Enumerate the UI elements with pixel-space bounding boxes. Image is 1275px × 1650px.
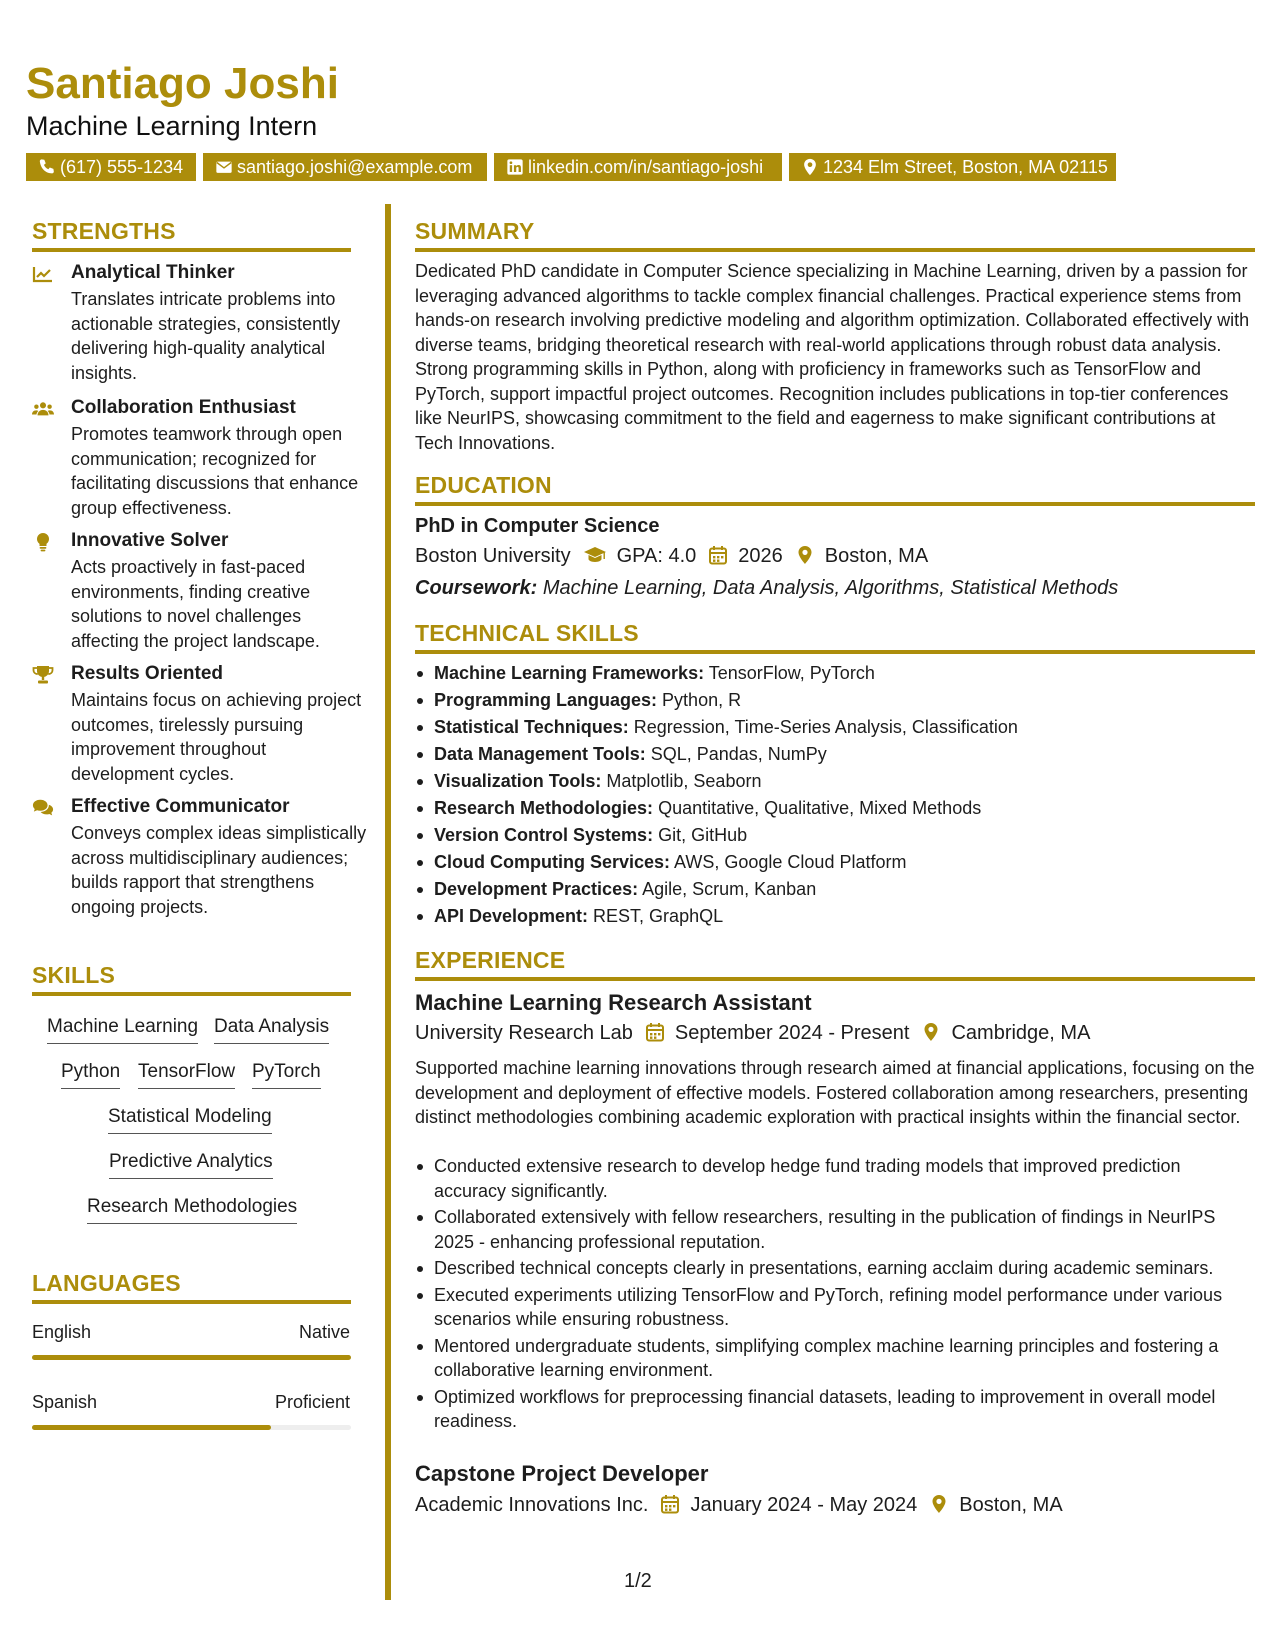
calendar-icon [708, 545, 728, 565]
technical-skill-label: Visualization Tools: [434, 771, 602, 791]
technical-skill-value: Matplotlib, Seaborn [606, 771, 762, 791]
language-bar-fill [32, 1425, 271, 1430]
skill-tag: Python [61, 1061, 120, 1089]
strength-description: Conveys complex ideas simplistically across multidisciplinary audiences; builds rapport that strengthens ongoing projects. [71, 823, 367, 917]
linkedin-icon [506, 158, 524, 176]
strength-title: Effective Communicator [71, 796, 290, 817]
contact-linkedin-text: linkedin.com/in/santiago-joshi [528, 157, 764, 177]
strength-description: Translates intricate problems into actionable strategies, consistently delivering high-quality analytical insights. [71, 289, 341, 383]
contact-email[interactable] [203, 153, 487, 181]
skill-tag: Research Methodologies [87, 1196, 297, 1224]
strength-title: Results Oriented [71, 663, 224, 684]
language-name: English [32, 1322, 92, 1342]
map-pin-icon [795, 545, 815, 565]
technical-skill-value: Git, GitHub [658, 825, 748, 845]
job-company: University Research Lab [415, 1022, 633, 1044]
technical-skill-value: Quantitative, Qualitative, Mixed Methods [658, 798, 982, 818]
comments-icon [32, 798, 54, 818]
contact-email-text: santiago.joshi@example.com [237, 157, 473, 177]
skill-tag: PyTorch [252, 1061, 321, 1089]
contact-address-text: 1234 Elm Street, Boston, MA 02115 [823, 157, 1108, 177]
strength-description: Acts proactively in fast-paced environments, finding creative solutions to novel challenges affecting the project landscape. [71, 557, 320, 651]
skills-heading: SKILLS [32, 962, 115, 988]
contact-phone[interactable] [26, 153, 196, 181]
strength-title: Collaboration Enthusiast [71, 397, 296, 418]
technical-skill-label: Development Practices: [434, 879, 639, 899]
strengths-heading: STRENGTHS [32, 218, 176, 244]
technical-skills-heading: TECHNICAL SKILLS [415, 620, 639, 646]
job-bullet: Collaborated extensively with fellow researchers, resulting in the publication of findings in NeurIPS 2025 - enhancing professional reputation. [415, 1205, 1255, 1254]
technical-skills-list [415, 661, 1255, 931]
education-rule [415, 502, 1255, 506]
language-bar-fill [32, 1355, 351, 1360]
language-name: Spanish [32, 1392, 98, 1412]
calendar-icon [660, 1494, 680, 1514]
job-bullets [415, 1154, 1255, 1436]
technical-skills-rule [415, 650, 1255, 654]
skill-tag: Statistical Modeling [108, 1106, 272, 1134]
technical-skill-label: Research Methodologies: [434, 798, 654, 818]
technical-skill-item [415, 715, 1255, 742]
job-bullet: Executed experiments utilizing TensorFlow and PyTorch, refining model performance under various scenarios while ensuring robustness. [415, 1283, 1255, 1332]
technical-skill-item [415, 769, 1255, 796]
technical-skill-value: REST, GraphQL [593, 906, 724, 926]
degree-title: PhD in Computer Science [415, 515, 660, 537]
education-heading: EDUCATION [415, 472, 552, 498]
technical-skill-value: Python, R [662, 690, 742, 710]
job-location: Cambridge, MA [951, 1022, 1091, 1044]
strength-description: Maintains focus on achieving project outcomes, tirelessly pursuing improvement throughout development cycles. [71, 690, 362, 784]
coursework-list: Machine Learning, Data Analysis, Algorithms, Statistical Methods [542, 577, 1119, 599]
gpa: GPA: 4.0 [616, 545, 697, 567]
technical-skill-item [415, 742, 1255, 769]
map-pin-icon [921, 1022, 941, 1042]
column-divider [385, 204, 391, 1600]
job-title: Capstone Project Developer [415, 1461, 709, 1486]
users-icon [32, 399, 54, 419]
skills-rule [32, 992, 351, 996]
technical-skill-value: Agile, Scrum, Kanban [642, 879, 817, 899]
technical-skill-label: Version Control Systems: [434, 825, 654, 845]
technical-skill-value: TensorFlow, PyTorch [708, 663, 875, 683]
job-bullet: Optimized workflows for preprocessing financial datasets, leading to improvement in overall model readiness. [415, 1385, 1255, 1434]
strengths-rule [32, 248, 351, 252]
contact-address[interactable] [789, 153, 1116, 181]
technical-skill-value: AWS, Google Cloud Platform [674, 852, 907, 872]
technical-skill-value: SQL, Pandas, NumPy [650, 744, 827, 764]
job-dates: September 2024 - Present [674, 1022, 910, 1044]
technical-skill-label: Programming Languages: [434, 690, 658, 710]
technical-skill-item [415, 877, 1255, 904]
language-level: Native [298, 1322, 350, 1342]
graduation-cap-icon [583, 545, 607, 565]
chart-line-icon [32, 264, 54, 284]
technical-skill-label: Statistical Techniques: [434, 717, 629, 737]
map-pin-icon [929, 1494, 949, 1514]
language-level: Proficient [274, 1392, 350, 1412]
job-dates: January 2024 - May 2024 [690, 1494, 918, 1516]
job-bullet: Described technical concepts clearly in presentations, earning acclaim during academic seminars. [415, 1256, 1255, 1281]
strength-title: Innovative Solver [71, 530, 229, 551]
job-bullet: Mentored undergraduate students, simplifying complex machine learning principles and fostering a collaborative learning environment. [415, 1334, 1255, 1383]
summary-rule [415, 248, 1255, 252]
language-bar [32, 1425, 351, 1430]
summary-text: Dedicated PhD candidate in Computer Science specializing in Machine Learning, driven by a passion for leveraging advanced algorithms to tackle complex financial challenges. Practical experience stems from hands-on research involving predictive modeling and algorithm optimization. Collaborated effectively with diverse teams, bridging theoretical research with real-world applications through robust data analysis. Strong programming skills in Python, along with proficiency in frameworks such as TensorFlow and PyTorch, support impactful project outcomes. Recognition includes publications in top-tier conferences like NeurIPS, showcasing commitment to the field and eagerness to make significant contributions at Tech Innovations. [415, 261, 1250, 453]
job-meta [415, 1022, 1090, 1045]
languages-rule [32, 1300, 351, 1304]
technical-skill-value: Regression, Time-Series Analysis, Classification [633, 717, 1018, 737]
technical-skill-item [415, 688, 1255, 715]
job-company: Academic Innovations Inc. [415, 1494, 649, 1516]
coursework-label: Coursework: [415, 577, 538, 599]
strength-title: Analytical Thinker [71, 262, 235, 283]
lightbulb-icon [32, 532, 54, 552]
education-meta [415, 545, 928, 568]
contact-phone-text: (617) 555-1234 [60, 157, 184, 177]
graduation-year: 2026 [738, 545, 783, 567]
language-bar [32, 1355, 351, 1360]
technical-skill-item [415, 904, 1255, 931]
contact-linkedin[interactable] [494, 153, 782, 181]
education-location: Boston, MA [824, 545, 929, 567]
envelope-icon [215, 158, 233, 176]
school-name: Boston University [415, 545, 571, 567]
technical-skill-item [415, 796, 1255, 823]
technical-skill-item [415, 850, 1255, 877]
candidate-name: Santiago Joshi [26, 59, 339, 108]
job-title: Machine Learning Research Assistant [415, 990, 812, 1015]
languages-heading: LANGUAGES [32, 1270, 181, 1296]
phone-icon [38, 158, 56, 176]
job-location: Boston, MA [959, 1494, 1063, 1516]
candidate-title: Machine Learning Intern [26, 111, 318, 141]
technical-skill-label: Machine Learning Frameworks: [434, 663, 705, 683]
skill-tag: TensorFlow [138, 1061, 235, 1089]
technical-skill-label: Cloud Computing Services: [434, 852, 671, 872]
technical-skill-item [415, 661, 1255, 688]
experience-heading: EXPERIENCE [415, 947, 566, 973]
technical-skill-label: API Development: [434, 906, 589, 926]
map-pin-icon [801, 158, 819, 176]
technical-skill-label: Data Management Tools: [434, 744, 646, 764]
technical-skill-item [415, 823, 1255, 850]
skill-tag: Predictive Analytics [109, 1151, 273, 1179]
summary-heading: SUMMARY [415, 218, 535, 244]
job-meta [415, 1494, 1063, 1517]
skill-tag: Machine Learning [47, 1016, 198, 1044]
job-bullet: Conducted extensive research to develop hedge fund trading models that improved prediction accuracy significantly. [415, 1154, 1255, 1203]
page-number: 1/2 [624, 1570, 652, 1592]
experience-rule [415, 977, 1255, 981]
strength-description: Promotes teamwork through open communication; recognized for facilitating discussions that enhance group effectiveness. [71, 424, 359, 518]
calendar-icon [645, 1022, 665, 1042]
skill-tag: Data Analysis [214, 1016, 329, 1044]
trophy-icon [32, 665, 54, 685]
job-description: Supported machine learning innovations through research aimed at financial applications, focusing on the development and deployment of effective models. Fostered collaboration among researchers, presenting distinct methodologies combining academic exploration with practical insights within the financial sector. [415, 1058, 1255, 1127]
coursework [415, 577, 1118, 600]
